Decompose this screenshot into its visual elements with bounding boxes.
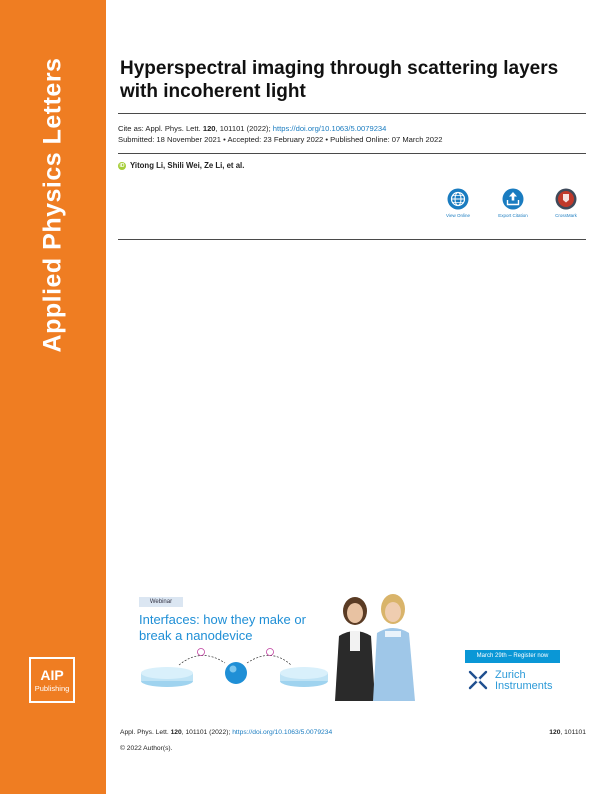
- footer-cite-volume: 120: [170, 729, 182, 736]
- doi-link[interactable]: https://doi.org/10.1063/5.0079234: [272, 124, 387, 133]
- zurich-instruments-logo-icon: [467, 669, 489, 691]
- crossmark-label: CrossMark: [555, 213, 577, 218]
- export-citation-button[interactable]: [493, 188, 533, 218]
- divider-top: [118, 113, 586, 114]
- register-now-button[interactable]: March 29th – Register now: [465, 650, 560, 663]
- footer-page-number: , 101101: [560, 729, 586, 736]
- citation-block: [118, 123, 442, 145]
- brand-line-2: Instruments: [495, 680, 553, 692]
- view-online-button[interactable]: [438, 188, 478, 218]
- ad-headline: Interfaces: how they make or break a nanodevice: [139, 612, 306, 643]
- logo-text-aip: AIP: [40, 667, 64, 683]
- footer-page-id: [549, 729, 586, 736]
- cite-volume: 120: [202, 124, 216, 133]
- webinar-advertisement[interactable]: [125, 585, 563, 703]
- export-icon: [502, 188, 524, 210]
- journal-sidebar: [0, 0, 106, 794]
- logo-text-publishing: Publishing: [34, 684, 70, 693]
- citation-line: [118, 123, 442, 134]
- authors-text[interactable]: Yitong Li, Shili Wei, Ze Li, et al.: [130, 161, 245, 170]
- footer-doi-link[interactable]: https://doi.org/10.1063/5.0079234: [232, 729, 333, 736]
- footer-citation: [120, 729, 332, 736]
- ad-tag: Webinar: [139, 597, 183, 607]
- divider-middle: [118, 153, 586, 154]
- journal-name: Applied Physics Letters: [38, 57, 67, 353]
- publication-dates: Submitted: 18 November 2021 • Accepted: 23 February 2022 • Published Online: 07 March 2022: [118, 135, 443, 144]
- crossmark-button[interactable]: [546, 188, 586, 218]
- aip-publishing-logo[interactable]: [29, 657, 75, 703]
- brand-line-1: Zurich: [495, 669, 526, 681]
- view-online-label: View Online: [446, 213, 470, 218]
- footer-cite-prefix: Appl. Phys. Lett.: [120, 729, 171, 736]
- globe-icon: [447, 188, 469, 210]
- orcid-icon[interactable]: iD: [119, 162, 125, 169]
- nanodevice-diagram-image: [139, 643, 329, 698]
- copyright-notice: © 2022 Author(s).: [120, 745, 173, 752]
- cite-suffix: , 101101 (2022);: [215, 124, 273, 133]
- cite-prefix: Cite as: Appl. Phys. Lett.: [118, 124, 203, 133]
- author-list: [118, 161, 244, 170]
- article-title: Hyperspectral imaging through scattering layers with incoherent light: [120, 58, 559, 102]
- export-citation-label: Export Citation: [498, 213, 528, 218]
- footer-cite-suffix: , 101101 (2022);: [181, 729, 233, 736]
- crossmark-icon: [555, 188, 577, 210]
- divider-bottom: [118, 239, 586, 240]
- zurich-instruments-brand: [495, 670, 552, 692]
- footer-page-volume: 120: [549, 729, 561, 736]
- presenters-photo: [325, 591, 425, 701]
